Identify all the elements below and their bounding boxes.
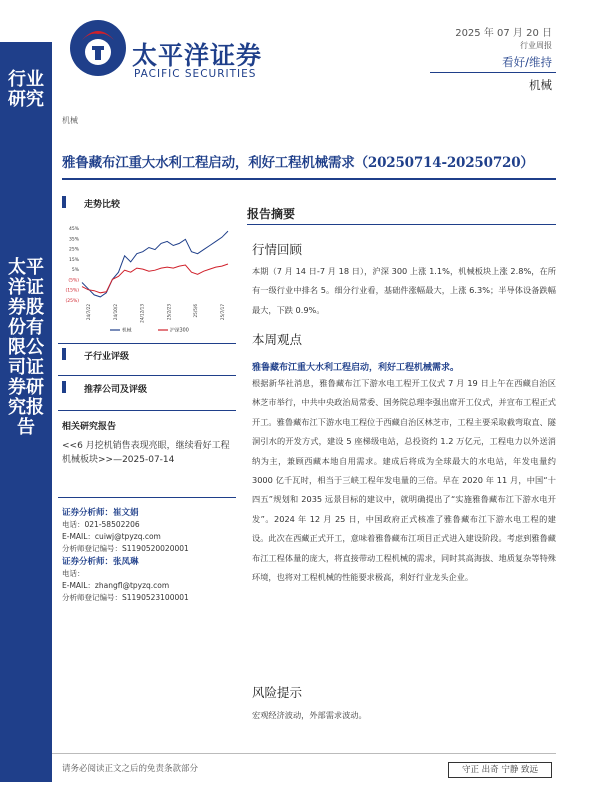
analyst-name: 证券分析师：崔文娟 — [62, 508, 139, 518]
analyst-name: 证券分析师：张凤琳 — [62, 557, 139, 567]
market-heading: 行情回顾 — [252, 242, 303, 257]
view-bold-text: 雅鲁藏布江重大水利工程启动，利好工程机械需求。 — [252, 363, 460, 373]
pacific-logo-icon — [68, 18, 128, 78]
y-tick-label: 45% — [68, 227, 79, 232]
analyst-block-2 — [62, 556, 238, 604]
analyst-reg: 分析师登记编号：S1190520020001 — [62, 544, 189, 553]
side-banner — [0, 42, 52, 782]
report-type: 行业周报 — [520, 41, 552, 50]
banner-bottom-text: 太平洋证券股份有限公司证券研究报告 — [8, 257, 44, 438]
market-text: 本期（7 月 14 日-7 月 18 日），沪深 300 上涨 1.1%，机械板块上涨 2.8%，在所有一级行业中排名 5。细分行业看，基础件涨幅最大，上涨 6.3%；半导体设备跌幅最大，下跌 0.9%。 — [252, 266, 556, 315]
left-divider — [58, 375, 236, 376]
trend-chart — [60, 222, 232, 340]
page-title: 雅鲁藏布江重大水利工程启动，利好工程机械需求（20250714-20250720） — [62, 155, 534, 171]
analyst-email[interactable]: E-MAIL：cuiwj@tpyzq.com — [62, 532, 161, 541]
section-marker — [62, 196, 66, 208]
series-line — [82, 231, 228, 297]
trend-heading: 走势比较 — [84, 200, 121, 210]
left-divider — [58, 497, 236, 498]
section-marker — [62, 381, 66, 393]
related-heading: 相关研究报告 — [62, 422, 117, 432]
report-date: 2025 年 07 月 20 日 — [455, 28, 552, 39]
company-name-en: PACIFIC SECURITIES — [134, 68, 257, 80]
view-heading: 本周观点 — [252, 332, 303, 347]
header-divider — [430, 72, 556, 73]
industry-sector: 机械 — [529, 78, 552, 92]
y-tick-label: 15% — [68, 257, 79, 263]
x-tick-label: 25/7/17 — [220, 304, 225, 321]
y-tick-label: (15%) — [65, 288, 79, 294]
analyst-phone: 电话： — [62, 569, 85, 578]
stock-rating-heading: 子行业评级 — [84, 352, 130, 362]
recommend-heading: 推荐公司及评级 — [84, 385, 148, 395]
title-divider — [62, 178, 556, 180]
series-line — [82, 264, 228, 293]
x-tick-label: 25/2/23 — [166, 304, 172, 321]
summary-divider — [247, 224, 556, 225]
analyst-block-1 — [62, 507, 238, 555]
x-tick-label: 24/7/22 — [86, 304, 91, 321]
y-tick-label: 25% — [68, 247, 79, 253]
related-report-link[interactable]: <<6 月挖机销售表现亮眼，继续看好工程机械板块>>—2025-07-14 — [62, 441, 230, 465]
view-text: 根据新华社消息，雅鲁藏布江下游水电工程开工仪式 7 月 19 日上午在西藏自治区林芝市举行，中共中央政治局常委、国务院总理李强出席开工仪式，并宣布工程正式开工。雅鲁藏布江下游水电工程位于西藏自治区林芝市，工程主要采取截弯取直、隧洞引水的开发方式，建设 5 座梯级电站，总投资约 1.2 万亿元，工程电力以外送消纳为主，兼顾西藏本地自用需求。建成后将成为全球最大的水电站，年发电量约 3000 亿千瓦时，相当于三峡工程年发电量的三倍。早在 2020 年 11 月，中国“十四五”规划和 2035 远景目标的建议中，就明确提出了“实施雅鲁藏布江下游水电开发”。2024 年 12 月 25 日，中国政府正式核准了雅鲁藏布江下游水电工程的建设。此次在西藏正式开工，意味着雅鲁藏布江项目正式进入建设阶段。考虑到雅鲁藏布江工程体量的庞大，将直接带动工程机械的需求，同时其高海拔、地质复杂等特殊环境，也将对工程机械的性能要求极高，利好行业龙头企业。 — [252, 378, 556, 583]
left-divider — [58, 343, 236, 344]
y-tick-label: 35% — [68, 237, 79, 243]
x-tick-label: 24/10/2 — [112, 304, 118, 321]
breadcrumb: 机械 — [62, 116, 78, 125]
industry-rating: 看好/维持 — [502, 55, 552, 69]
footer-disclaimer: 请务必阅读正文之后的免责条款部分 — [62, 764, 199, 774]
footer-divider — [52, 753, 556, 754]
y-tick-label: (5%) — [68, 278, 79, 284]
x-tick-label: 24/12/13 — [139, 304, 145, 323]
risk-heading: 风险提示 — [252, 685, 303, 700]
left-divider — [58, 410, 236, 411]
summary-heading: 报告摘要 — [247, 207, 296, 221]
banner-top-text: 行业研究 — [8, 69, 44, 110]
analyst-phone: 电话：021-58502206 — [62, 520, 140, 529]
y-tick-label: (25%) — [65, 299, 79, 304]
analyst-email[interactable]: E-MAIL：zhangfl@tpyzq.com — [62, 581, 170, 590]
risk-text: 宏观经济波动，外部需求波动。 — [252, 710, 367, 720]
analyst-reg: 分析师登记编号：S1190523100001 — [62, 593, 189, 602]
section-marker — [62, 348, 66, 360]
legend-label: 机械 — [122, 328, 132, 334]
x-tick-label: 25/5/6 — [193, 304, 199, 318]
y-tick-label: 5% — [71, 268, 79, 274]
company-name-cn: 太平洋证券 — [132, 41, 263, 70]
legend-label: 沪深300 — [170, 328, 189, 334]
company-motto: 守正 出奇 宁静 致远 — [448, 762, 552, 778]
